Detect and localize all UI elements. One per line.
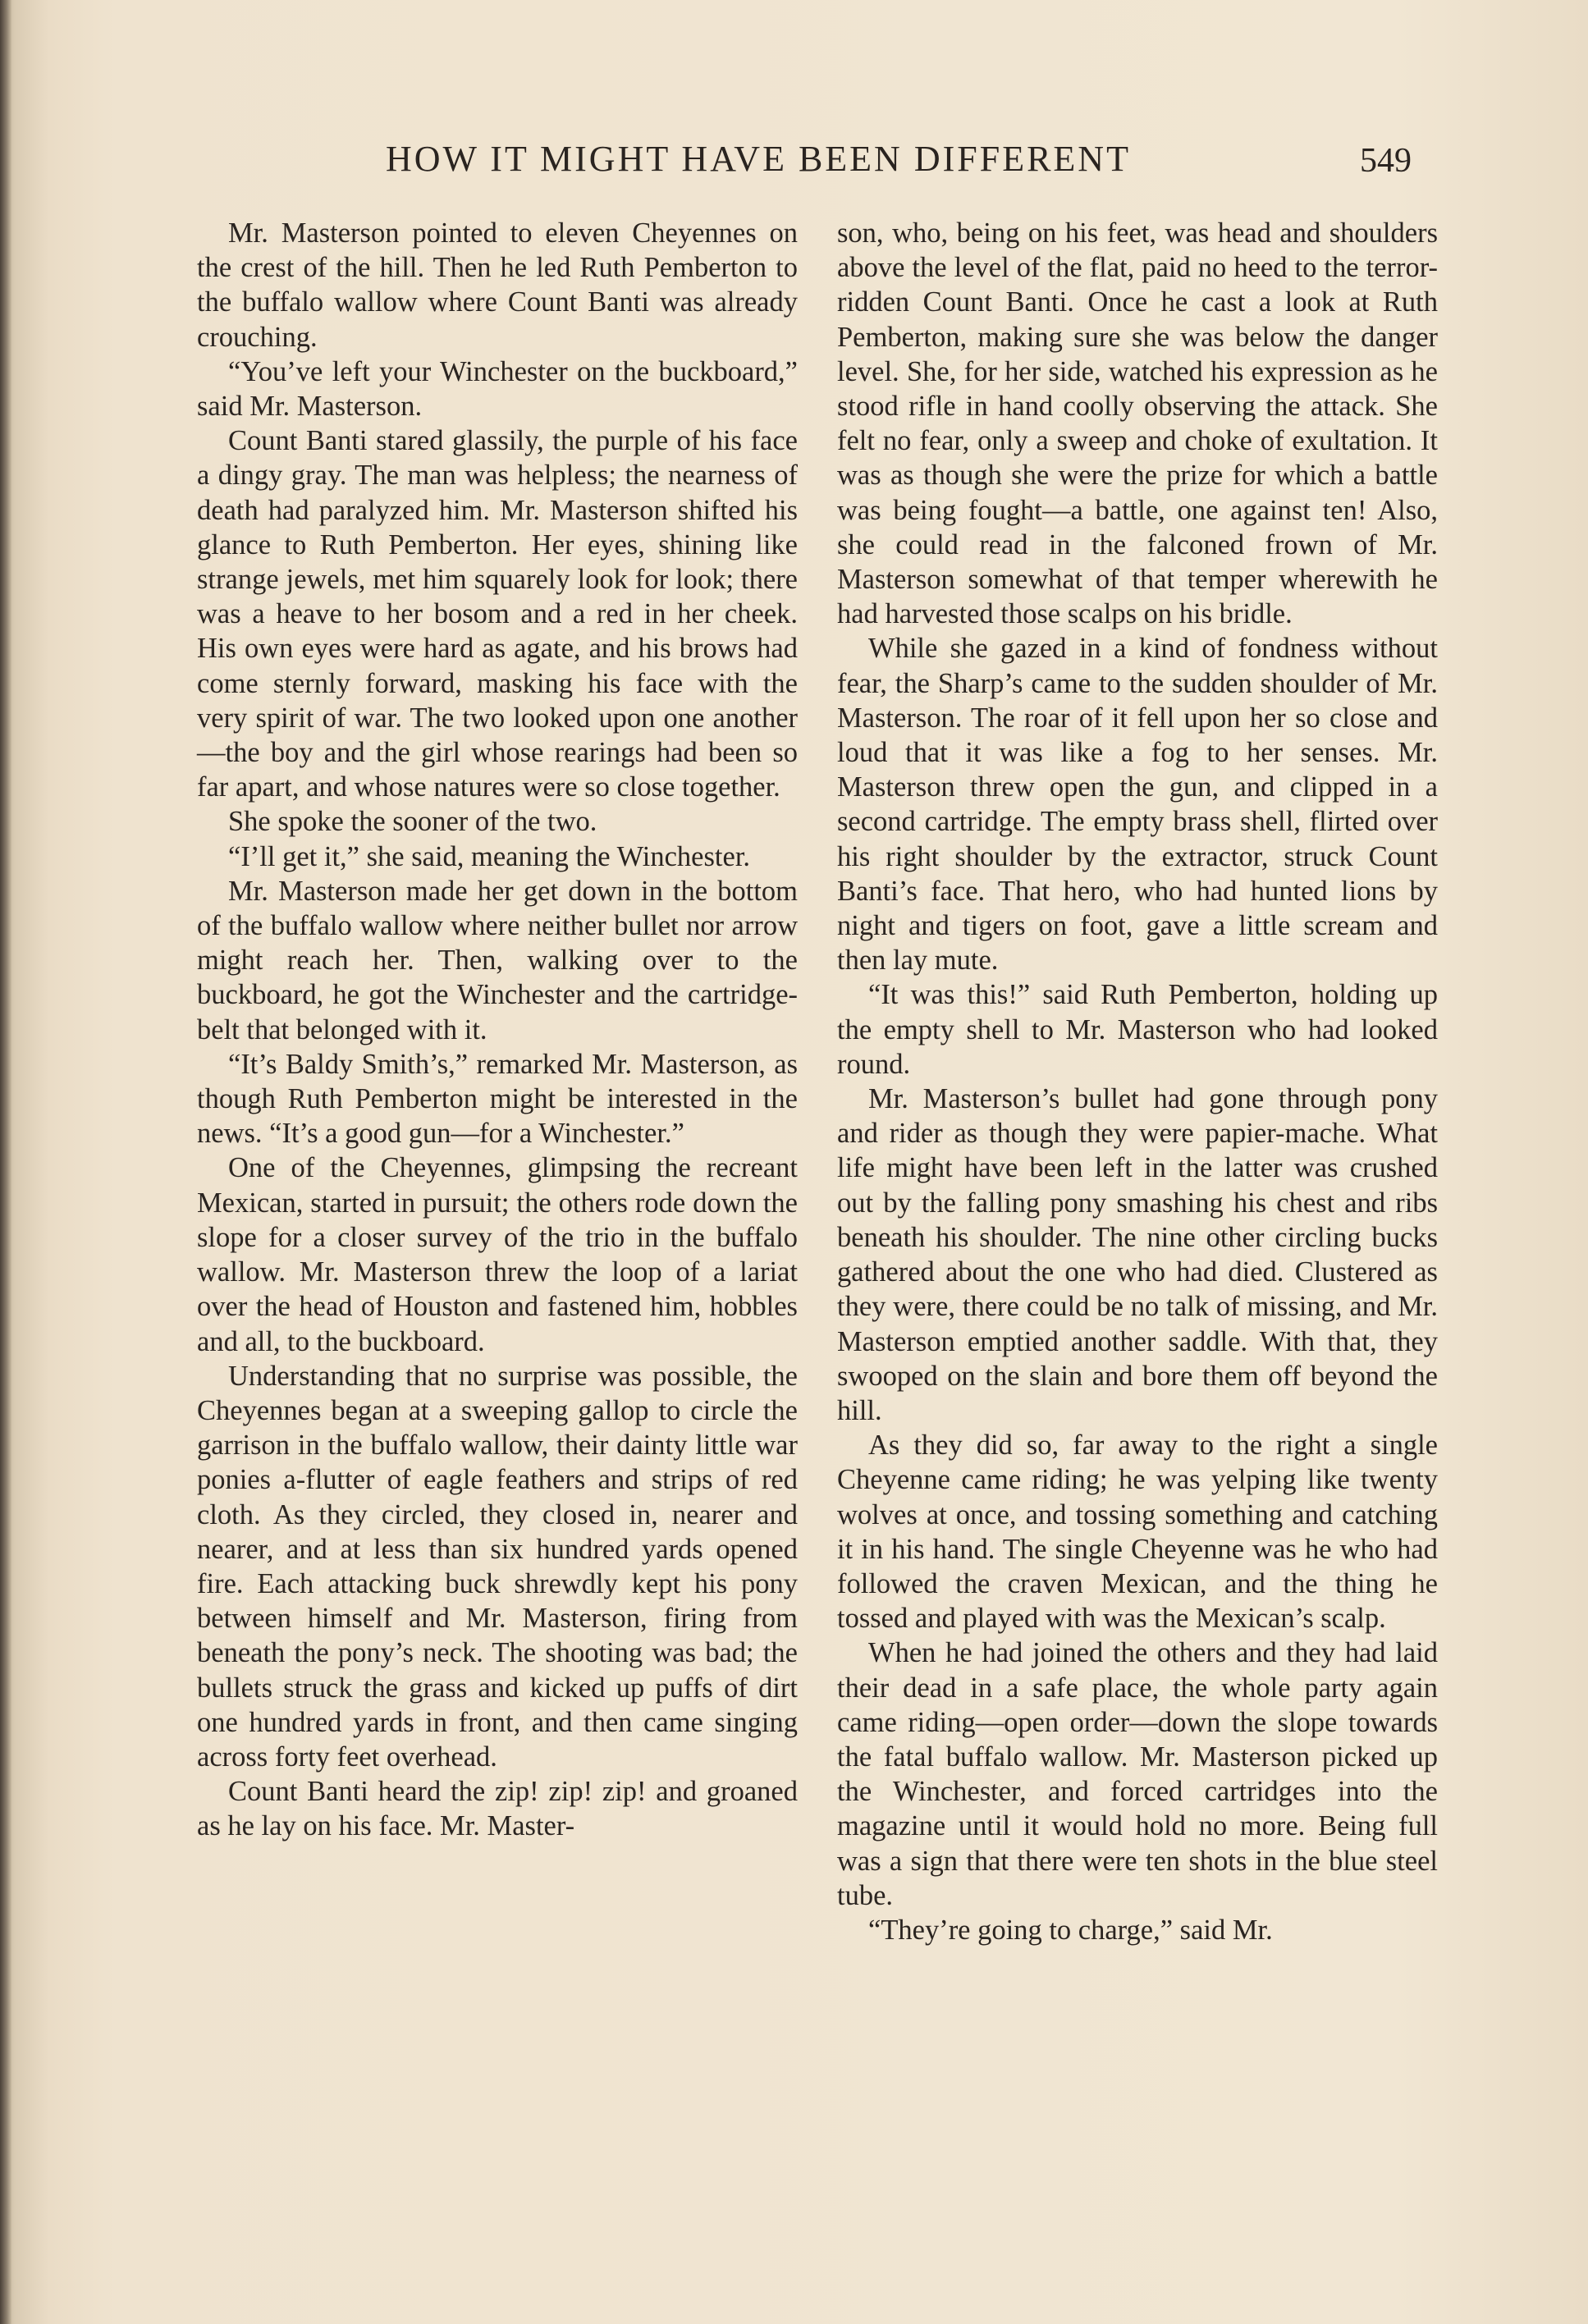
paragraph: Mr. Masterson made her get down in the bottom of the buffalo wallow where neither bullet nor arrow might reach her. Then, walking over to the buckboard, he got the Winchester and the cartridge-belt that belonged with it.	[197, 875, 798, 1045]
paragraph: “It’s Baldy Smith’s,” remarked Mr. Masterson, as though Ruth Pemberton might be interested in the news. “It’s a good gun—for a Winchester.”	[197, 1048, 798, 1150]
paragraph: While she gazed in a kind of fondness without fear, the Sharp’s came to the sudden shoulder of Mr. Masterson. The roar of it fell upon her so close and loud that it was like a fog to her senses. Mr. Masterson threw open the gun, and clipped in a second cartridge. The empty brass shell, flirted over his right shoulder by the extractor, struck Count Banti’s face. That hero, who had hunted lions by night and tigers on foot, gave a little scream and then lay mute.	[837, 633, 1438, 977]
paragraph: “I’ll get it,” she said, meaning the Winchester.	[228, 840, 751, 872]
paragraph: Count Banti heard the zip! zip! zip! and groaned as he lay on his face. Mr. Master-	[197, 1776, 798, 1842]
paragraph: As they did so, far away to the right a single Cheyenne came riding; he was yelping like twenty wolves at once, and tossing something and catching it in his hand. The single Cheyenne was he who had followed the craven Mexican, and the thing he tossed and played with was the Mexican’s scalp.	[837, 1430, 1438, 1635]
book-spine-shadow	[0, 0, 11, 2324]
paragraph: Mr. Masterson pointed to eleven Cheyennes on the crest of the hill. Then he led Ruth Pemberton to the buffalo wallow where Count Banti was already crouching.	[197, 217, 798, 353]
text-column-left	[197, 216, 798, 2185]
running-title: HOW IT MIGHT HAVE BEEN DIFFERENT	[386, 139, 1131, 179]
page-header	[386, 138, 1412, 195]
paragraph-continued: son, who, being on his feet, was head and shoulders above the level of the flat, paid no heed to the terror-ridden Count Banti. Once he cast a look at Ruth Pemberton, making sure she was below the danger level. She, for her side, watched his expression as he stood rifle in hand coolly observing the attack. She felt no fear, only a sweep and choke of exultation. It was as though she were the prize for which a battle was being fought—a battle, one against ten! Also, she could read in the falconed frown of Mr. Masterson somewhat of that temper wherewith he had harvested those scalps on his bridle.	[837, 217, 1438, 630]
paragraph: One of the Cheyennes, glimpsing the recreant Mexican, started in pursuit; the others rode down the slope for a closer survey of the trio in the buffalo wallow. Mr. Masterson threw the loop of a lariat over the head of Houston and fastened him, hobbles and all, to the buckboard.	[197, 1152, 798, 1357]
paragraph: She spoke the sooner of the two.	[228, 806, 597, 838]
paragraph: Understanding that no surprise was possible, the Cheyennes began at a sweeping gallop to circle the garrison in the buffalo wallow, their dainty little war ponies a-flutter of eagle feathers and strips of red cloth. As they circled, they closed in, nearer and nearer, and at less than six hundred yards opened fire. Each attacking buck shrewdly kept his pony between himself and Mr. Masterson, firing from beneath the pony’s neck. The shooting was bad; the bullets struck the grass and kicked up puffs of dirt one hundred yards in front, and then came singing across forty feet overhead.	[197, 1360, 798, 1773]
paragraph: “They’re going to charge,” said Mr.	[868, 1914, 1273, 1946]
paragraph: When he had joined the others and they had laid their dead in a safe place, the whole party again came riding—open order—down the slope towards the fatal buffalo wallow. Mr. Masterson picked up the Winchester, and forced cartridges into the magazine until it would hold no more. Being full was a sign that there were ten shots in the blue steel tube.	[837, 1637, 1438, 1911]
paragraph: “It was this!” said Ruth Pemberton, holding up the empty shell to Mr. Masterson who had looked round.	[837, 979, 1438, 1080]
page-number: 549	[1360, 142, 1412, 180]
paragraph: Mr. Masterson’s bullet had gone through pony and rider as though they were papier-mache. What life might have been left in the latter was crushed out by the falling pony smashing his chest and ribs beneath his shoulder. The nine other circling bucks gathered about the one who had died. Clustered as they were, there could be no talk of missing, and Mr. Masterson emptied another saddle. With that, they swooped on the slain and bore them off beyond the hill.	[837, 1083, 1438, 1426]
text-column-right	[837, 216, 1438, 2185]
paragraph: Count Banti stared glassily, the purple of his face a dingy gray. The man was helpless; the nearness of death had paralyzed him. Mr. Masterson shifted his glance to Ruth Pemberton. Her eyes, shining like strange jewels, met him squarely look for look; there was a heave to her bosom and a red in her cheek. His own eyes were hard as agate, and his brows had come sternly forward, masking his face with the very spirit of war. The two looked upon one another—the boy and the girl whose rearings had been so far apart, and whose natures were so close together.	[197, 425, 798, 803]
paragraph: “You’ve left your Winchester on the buckboard,” said Mr. Masterson.	[197, 355, 798, 423]
